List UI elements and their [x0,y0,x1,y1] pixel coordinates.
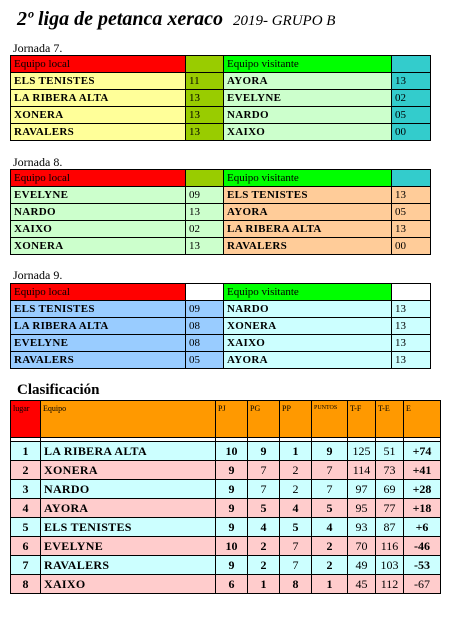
header-visit: Equipo visitante [224,284,392,301]
table-row [11,556,441,575]
table-header-row [11,170,431,187]
jornada-8-title: Jornada 8. [13,155,63,169]
header-pp: PP [280,401,312,438]
cell-e: +74 [404,442,441,461]
visit-score: 13 [392,318,431,335]
header-e: E [404,401,441,438]
jornada-7-title: Jornada 7. [13,41,63,55]
local-team: ELS TENISTES [11,73,186,90]
visit-team: NARDO [224,301,392,318]
cell-lugar: 1 [11,442,41,461]
visit-score: 13 [392,335,431,352]
cell-te: 77 [376,499,404,518]
visit-score: 13 [392,301,431,318]
cell-puntos: 2 [312,537,348,556]
visit-team: ELS TENISTES [224,187,392,204]
cell-e: +18 [404,499,441,518]
local-score: 08 [186,318,224,335]
visit-score: 13 [392,352,431,369]
local-score: 09 [186,301,224,318]
visit-team: XAIXO [224,124,392,141]
cell-tf: 45 [348,575,376,594]
cell-equipo: AYORA [41,499,216,518]
cell-pp: 4 [280,499,312,518]
local-score: 09 [186,187,224,204]
cell-lugar: 7 [11,556,41,575]
cell-pp: 5 [280,518,312,537]
cell-pg: 5 [248,499,280,518]
local-score: 13 [186,124,224,141]
visit-team: NARDO [224,107,392,124]
clasificacion-table [10,400,441,594]
cell-pj: 10 [216,537,248,556]
match-row [11,335,431,352]
cell-tf: 93 [348,518,376,537]
clasificacion-header-row [11,401,441,438]
subtitle: 2019- GRUPO B [232,13,336,29]
visit-score: 13 [392,221,431,238]
visit-team: XONERA [224,318,392,335]
visit-team: RAVALERS [224,238,392,255]
cell-lugar: 3 [11,480,41,499]
local-score: 05 [186,352,224,369]
local-team: EVELYNE [11,187,186,204]
local-score: 11 [186,73,224,90]
cell-lugar: 8 [11,575,41,594]
match-row [11,238,431,255]
local-team: XONERA [11,107,186,124]
cell-tf: 125 [348,442,376,461]
cell-pj: 9 [216,480,248,499]
header-lugar: lugar [11,401,41,438]
cell-pg: 2 [248,556,280,575]
visit-team: EVELYNE [224,90,392,107]
cell-e: -53 [404,556,441,575]
table-header-row [11,284,431,301]
visit-team: XAIXO [224,335,392,352]
cell-te: 103 [376,556,404,575]
cell-te: 69 [376,480,404,499]
visit-team: LA RIBERA ALTA [224,221,392,238]
cell-equipo: LA RIBERA ALTA [41,442,216,461]
table-row [11,480,441,499]
cell-te: 87 [376,518,404,537]
header-score-local [186,56,224,73]
cell-pj: 9 [216,556,248,575]
cell-lugar: 4 [11,499,41,518]
table-row [11,575,441,594]
header-local: Equipo local [11,56,186,73]
cell-pg: 4 [248,518,280,537]
cell-pj: 9 [216,461,248,480]
header-local: Equipo local [11,284,186,301]
cell-puntos: 7 [312,480,348,499]
header-puntos: PUNTOS [312,401,348,438]
visit-team: AYORA [224,204,392,221]
cell-tf: 114 [348,461,376,480]
cell-equipo: XONERA [41,461,216,480]
match-row [11,90,431,107]
header-pj: PJ [216,401,248,438]
clasificacion-title: Clasificación [17,382,100,398]
cell-e: -46 [404,537,441,556]
visit-score: 02 [392,90,431,107]
local-team: LA RIBERA ALTA [11,90,186,107]
header-visit: Equipo visitante [224,56,392,73]
table-row [11,537,441,556]
cell-puntos: 5 [312,499,348,518]
cell-pp: 1 [280,442,312,461]
cell-pp: 8 [280,575,312,594]
local-score: 13 [186,238,224,255]
cell-equipo: NARDO [41,480,216,499]
local-team: XONERA [11,238,186,255]
cell-pg: 7 [248,461,280,480]
cell-tf: 49 [348,556,376,575]
page-title [17,8,335,31]
header-visit: Equipo visitante [224,170,392,187]
local-team: LA RIBERA ALTA [11,318,186,335]
local-score: 13 [186,204,224,221]
table-header-row [11,56,431,73]
cell-lugar: 5 [11,518,41,537]
local-score: 13 [186,90,224,107]
local-team: RAVALERS [11,124,186,141]
jornada-7-table [10,55,431,141]
cell-e: +28 [404,480,441,499]
cell-tf: 97 [348,480,376,499]
visit-score: 13 [392,187,431,204]
header-tf: T-F [348,401,376,438]
header-local: Equipo local [11,170,186,187]
cell-puntos: 9 [312,442,348,461]
visit-score: 05 [392,204,431,221]
cell-e: +41 [404,461,441,480]
cell-tf: 95 [348,499,376,518]
header-score-local [186,170,224,187]
match-row [11,301,431,318]
local-team: XAIXO [11,221,186,238]
header-score-visit [392,284,431,301]
cell-e: -67 [404,575,441,594]
local-team: RAVALERS [11,352,186,369]
cell-lugar: 2 [11,461,41,480]
header-pg: PG [248,401,280,438]
visit-score: 00 [392,124,431,141]
header-score-visit [392,56,431,73]
match-row [11,73,431,90]
cell-puntos: 4 [312,518,348,537]
match-row [11,204,431,221]
local-team: ELS TENISTES [11,301,186,318]
cell-equipo: RAVALERS [41,556,216,575]
visit-score: 05 [392,107,431,124]
table-row [11,518,441,537]
cell-pp: 2 [280,480,312,499]
cell-pp: 7 [280,556,312,575]
table-row [11,461,441,480]
jornada-8-table [10,169,431,255]
cell-te: 116 [376,537,404,556]
cell-pp: 2 [280,461,312,480]
cell-pj: 9 [216,518,248,537]
local-team: EVELYNE [11,335,186,352]
visit-score: 00 [392,238,431,255]
cell-e: +6 [404,518,441,537]
header-score-local [186,284,224,301]
cell-tf: 70 [348,537,376,556]
cell-pj: 6 [216,575,248,594]
match-row [11,221,431,238]
local-score: 13 [186,107,224,124]
jornada-9-table [10,283,431,369]
cell-te: 112 [376,575,404,594]
header-te: T-E [376,401,404,438]
match-row [11,124,431,141]
cell-pg: 7 [248,480,280,499]
title-text: 2º liga de petanca xeraco [17,8,223,30]
cell-puntos: 1 [312,575,348,594]
match-row [11,318,431,335]
table-row [11,442,441,461]
cell-puntos: 7 [312,461,348,480]
visit-team: AYORA [224,73,392,90]
local-score: 02 [186,221,224,238]
cell-te: 51 [376,442,404,461]
cell-equipo: ELS TENISTES [41,518,216,537]
local-team: NARDO [11,204,186,221]
match-row [11,187,431,204]
header-equipo: Equipo [41,401,216,438]
cell-pj: 9 [216,499,248,518]
jornada-9-title: Jornada 9. [13,268,63,282]
cell-te: 73 [376,461,404,480]
cell-pg: 1 [248,575,280,594]
match-row [11,107,431,124]
cell-puntos: 2 [312,556,348,575]
local-score: 08 [186,335,224,352]
cell-equipo: EVELYNE [41,537,216,556]
header-score-visit [392,170,431,187]
cell-pj: 10 [216,442,248,461]
cell-pg: 2 [248,537,280,556]
cell-equipo: XAIXO [41,575,216,594]
cell-pg: 9 [248,442,280,461]
cell-pp: 7 [280,537,312,556]
table-row [11,499,441,518]
visit-score: 13 [392,73,431,90]
cell-lugar: 6 [11,537,41,556]
match-row [11,352,431,369]
visit-team: AYORA [224,352,392,369]
